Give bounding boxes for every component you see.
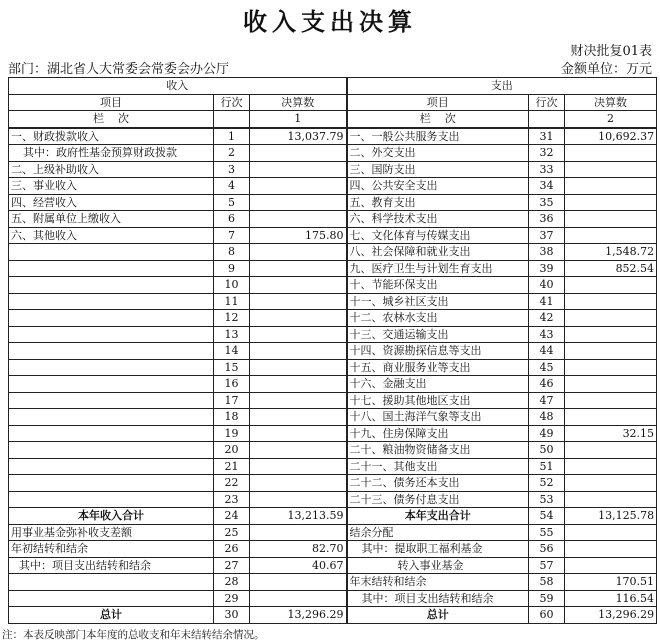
table-row	[9, 491, 657, 508]
table-row	[9, 475, 657, 492]
expense-column-label: 栏 次	[347, 111, 529, 128]
expense-section-header: 支出	[347, 78, 657, 95]
expense-amount	[565, 293, 657, 310]
income-amount	[250, 409, 347, 426]
expense-line-number: 50	[529, 442, 565, 459]
income-item	[9, 293, 214, 310]
expense-line-number: 40	[529, 277, 565, 294]
income-line-number: 16	[214, 376, 250, 393]
income-amount	[250, 574, 347, 591]
page-title: 收入支出决算	[243, 8, 417, 36]
expense-item: 十五、商业服务业等支出	[347, 359, 529, 376]
expense-amount	[565, 145, 657, 162]
expense-item: 一、一般公共服务支出	[347, 128, 529, 145]
income-amount: 82.70	[250, 541, 347, 558]
income-item: 五、附属单位上缴收入	[9, 211, 214, 228]
expense-line-number: 37	[529, 227, 565, 244]
income-amount	[250, 343, 347, 360]
income-item	[9, 260, 214, 277]
income-line-header: 行次	[214, 94, 250, 111]
income-line-number: 8	[214, 244, 250, 261]
income-item	[9, 376, 214, 393]
expense-item: 二十三、债务付息支出	[347, 491, 529, 508]
table-row	[9, 508, 657, 525]
expense-line-number: 52	[529, 475, 565, 492]
income-item	[9, 475, 214, 492]
income-line-number: 9	[214, 260, 250, 277]
expense-item: 十八、国土海洋气象等支出	[347, 409, 529, 426]
expense-line-number: 45	[529, 359, 565, 376]
table-row	[9, 442, 657, 459]
expense-amount	[565, 392, 657, 409]
income-item	[9, 574, 214, 591]
expense-item: 其中：项目支出结转和结余	[347, 590, 529, 607]
expense-amount	[565, 491, 657, 508]
income-amount	[250, 524, 347, 541]
expense-line-number: 42	[529, 310, 565, 327]
expense-line-number: 44	[529, 343, 565, 360]
income-line-number: 1	[214, 128, 250, 145]
expense-item: 年末结转和结余	[347, 574, 529, 591]
income-amount	[250, 590, 347, 607]
table-row	[9, 607, 657, 624]
income-line-number: 20	[214, 442, 250, 459]
expense-amount	[565, 442, 657, 459]
expense-amount	[565, 326, 657, 343]
table-row	[9, 211, 657, 228]
table-row	[9, 409, 657, 426]
income-section-header: 收入	[9, 78, 347, 95]
form-code: 财决批复01表	[570, 44, 652, 59]
expense-line-number: 33	[529, 161, 565, 178]
income-column-index: 1	[250, 111, 347, 128]
income-amount	[250, 211, 347, 228]
income-amount	[250, 293, 347, 310]
income-line-number: 28	[214, 574, 250, 591]
expense-item: 六、科学技术支出	[347, 211, 529, 228]
expense-line-number: 47	[529, 392, 565, 409]
expense-line-number: 53	[529, 491, 565, 508]
income-item	[9, 425, 214, 442]
income-line-number: 15	[214, 359, 250, 376]
expense-line-number: 51	[529, 458, 565, 475]
expense-line-number: 46	[529, 376, 565, 393]
income-amount	[250, 359, 347, 376]
expense-item: 结余分配	[347, 524, 529, 541]
income-item: 本年收入合计	[9, 508, 214, 525]
income-line-number: 29	[214, 590, 250, 607]
income-item	[9, 244, 214, 261]
expense-line-number: 41	[529, 293, 565, 310]
expense-amount: 10,692.37	[565, 128, 657, 145]
table-row	[9, 425, 657, 442]
income-item: 三、事业收入	[9, 178, 214, 195]
table-row	[9, 277, 657, 294]
income-line-number: 22	[214, 475, 250, 492]
expense-amount	[565, 227, 657, 244]
income-line-number: 27	[214, 557, 250, 574]
expense-item: 十二、农林水支出	[347, 310, 529, 327]
expense-amount	[565, 194, 657, 211]
expense-line-number: 54	[529, 508, 565, 525]
expense-line-number: 59	[529, 590, 565, 607]
expense-amount	[565, 343, 657, 360]
expense-line-number: 56	[529, 541, 565, 558]
expense-amount	[565, 541, 657, 558]
expense-amount-header: 决算数	[565, 94, 657, 111]
income-item: 一、财政拨款收入	[9, 128, 214, 145]
expense-item: 二十一、其他支出	[347, 458, 529, 475]
table-row	[9, 260, 657, 277]
income-amount: 175.80	[250, 227, 347, 244]
income-line-number: 30	[214, 607, 250, 624]
income-line-number: 23	[214, 491, 250, 508]
expense-line-number: 34	[529, 178, 565, 195]
expense-item: 十三、交通运输支出	[347, 326, 529, 343]
expense-item: 总计	[347, 607, 529, 624]
expense-item: 三、国防支出	[347, 161, 529, 178]
income-line-number: 12	[214, 310, 250, 327]
table-row	[9, 244, 657, 261]
income-line-number: 26	[214, 541, 250, 558]
income-line-number: 2	[214, 145, 250, 162]
income-item: 总计	[9, 607, 214, 624]
table-row	[9, 128, 657, 145]
expense-amount	[565, 211, 657, 228]
expense-item: 转入事业基金	[347, 557, 529, 574]
expense-item: 本年支出合计	[347, 508, 529, 525]
income-item	[9, 491, 214, 508]
income-amount-header: 决算数	[250, 94, 347, 111]
expense-item: 九、医疗卫生与计划生育支出	[347, 260, 529, 277]
expense-item: 七、文化体育与传媒支出	[347, 227, 529, 244]
expense-amount	[565, 310, 657, 327]
expense-item: 二、外交支出	[347, 145, 529, 162]
expense-amount	[565, 359, 657, 376]
expense-item: 其中：提取职工福利基金	[347, 541, 529, 558]
income-line-number: 24	[214, 508, 250, 525]
income-line-number: 21	[214, 458, 250, 475]
unit-label: 金额单位：万元	[560, 62, 652, 77]
income-item	[9, 409, 214, 426]
income-item: 其中：项目支出结转和结余	[9, 557, 214, 574]
income-amount	[250, 475, 347, 492]
income-amount	[250, 260, 347, 277]
income-item: 用事业基金弥补收支差额	[9, 524, 214, 541]
income-amount	[250, 310, 347, 327]
expense-amount	[565, 277, 657, 294]
expense-amount: 13,125.78	[565, 508, 657, 525]
table-row	[9, 557, 657, 574]
expense-line-number: 36	[529, 211, 565, 228]
expense-amount	[565, 557, 657, 574]
table-row	[9, 293, 657, 310]
income-item: 二、上级补助收入	[9, 161, 214, 178]
expense-line-number: 48	[529, 409, 565, 426]
income-item-header: 项目	[9, 94, 214, 111]
table-row	[9, 161, 657, 178]
income-expense-table	[8, 77, 657, 624]
table-row	[9, 541, 657, 558]
income-item: 年初结转和结余	[9, 541, 214, 558]
income-line-number: 25	[214, 524, 250, 541]
income-amount	[250, 376, 347, 393]
income-line-number: 19	[214, 425, 250, 442]
section-header-row	[9, 78, 657, 95]
income-line-number: 11	[214, 293, 250, 310]
table-row	[9, 178, 657, 195]
income-item: 四、经营收入	[9, 194, 214, 211]
expense-item: 十四、资源勘探信息等支出	[347, 343, 529, 360]
income-item	[9, 343, 214, 360]
income-line-number: 7	[214, 227, 250, 244]
expense-line-header: 行次	[529, 94, 565, 111]
income-line-number: 14	[214, 343, 250, 360]
expense-amount: 13,296.29	[565, 607, 657, 624]
income-line-number: 6	[214, 211, 250, 228]
table-row	[9, 590, 657, 607]
expense-line-number: 49	[529, 425, 565, 442]
income-line-number: 3	[214, 161, 250, 178]
income-item	[9, 359, 214, 376]
footnote: 注：本表反映部门本年度的总收支和年末结转结余情况。	[2, 629, 265, 641]
expense-amount: 116.54	[565, 590, 657, 607]
expense-item-header: 项目	[347, 94, 529, 111]
income-amount: 13,037.79	[250, 128, 347, 145]
income-amount: 13,213.59	[250, 508, 347, 525]
expense-item: 十、节能环保支出	[347, 277, 529, 294]
table-row	[9, 227, 657, 244]
income-amount	[250, 425, 347, 442]
income-line-number: 4	[214, 178, 250, 195]
income-item	[9, 442, 214, 459]
income-item	[9, 277, 214, 294]
expense-item: 十九、住房保障支出	[347, 425, 529, 442]
income-amount: 40.67	[250, 557, 347, 574]
income-line-number: 13	[214, 326, 250, 343]
expense-item: 十七、援助其他地区支出	[347, 392, 529, 409]
table-row	[9, 343, 657, 360]
expense-item: 十一、城乡社区支出	[347, 293, 529, 310]
table-row	[9, 392, 657, 409]
income-amount	[250, 145, 347, 162]
income-line-number: 17	[214, 392, 250, 409]
expense-line-number: 60	[529, 607, 565, 624]
income-item: 六、其他收入	[9, 227, 214, 244]
expense-amount: 1,548.72	[565, 244, 657, 261]
column-header-row	[9, 94, 657, 111]
expense-item: 十六、金融支出	[347, 376, 529, 393]
expense-line-number: 43	[529, 326, 565, 343]
income-item	[9, 310, 214, 327]
expense-amount: 852.54	[565, 260, 657, 277]
income-amount	[250, 392, 347, 409]
income-amount	[250, 491, 347, 508]
income-amount	[250, 161, 347, 178]
expense-amount	[565, 178, 657, 195]
income-item	[9, 392, 214, 409]
income-amount	[250, 326, 347, 343]
department-label: 部门：湖北省人大常委会常委会办公厅	[8, 62, 230, 77]
income-line-number: 10	[214, 277, 250, 294]
table-row	[9, 458, 657, 475]
table-row	[9, 359, 657, 376]
expense-item: 二十二、债务还本支出	[347, 475, 529, 492]
table-row	[9, 524, 657, 541]
expense-line-number: 32	[529, 145, 565, 162]
income-line-number: 5	[214, 194, 250, 211]
income-amount: 13,296.29	[250, 607, 347, 624]
expense-item: 五、教育支出	[347, 194, 529, 211]
expense-line-number: 35	[529, 194, 565, 211]
income-item	[9, 590, 214, 607]
table-row	[9, 194, 657, 211]
expense-line-number: 31	[529, 128, 565, 145]
income-amount	[250, 178, 347, 195]
table-row	[9, 574, 657, 591]
column-index-row	[9, 111, 657, 128]
expense-line-number: 38	[529, 244, 565, 261]
income-column-label: 栏 次	[9, 111, 214, 128]
expense-amount: 170.51	[565, 574, 657, 591]
income-item: 其中：政府性基金预算财政拨款	[9, 145, 214, 162]
table-row	[9, 376, 657, 393]
expense-amount	[565, 475, 657, 492]
table-row	[9, 310, 657, 327]
expense-amount	[565, 409, 657, 426]
income-amount	[250, 458, 347, 475]
table-row	[9, 145, 657, 162]
expense-amount	[565, 458, 657, 475]
expense-item: 二十、粮油物资储备支出	[347, 442, 529, 459]
table-row	[9, 326, 657, 343]
income-line-number: 18	[214, 409, 250, 426]
expense-line-number: 39	[529, 260, 565, 277]
expense-line-number: 57	[529, 557, 565, 574]
income-amount	[250, 244, 347, 261]
expense-line-number: 55	[529, 524, 565, 541]
expense-amount	[565, 376, 657, 393]
expense-line-number: 58	[529, 574, 565, 591]
expense-item: 八、社会保障和就业支出	[347, 244, 529, 261]
income-amount	[250, 277, 347, 294]
income-item	[9, 458, 214, 475]
expense-amount	[565, 524, 657, 541]
income-amount	[250, 194, 347, 211]
expense-column-index: 2	[565, 111, 657, 128]
expense-item: 四、公共安全支出	[347, 178, 529, 195]
expense-amount	[565, 161, 657, 178]
income-amount	[250, 442, 347, 459]
income-item	[9, 326, 214, 343]
expense-amount: 32.15	[565, 425, 657, 442]
